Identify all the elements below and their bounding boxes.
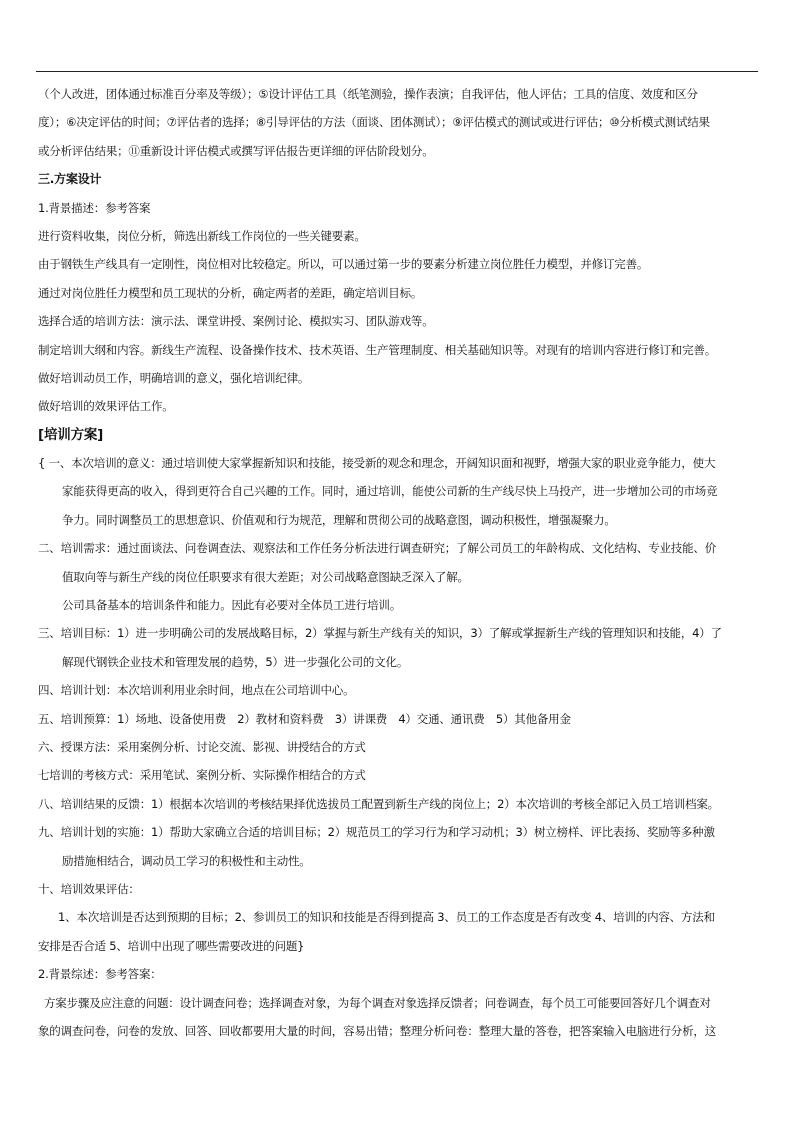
text-line: 做好培训动员工作，明确培训的意义，强化培训纪律。	[38, 371, 310, 386]
subsection-heading: 2.背景综述：参考答案：	[38, 967, 162, 982]
text-line: 通过对岗位胜任力模型和员工现状的分析，确定两者的差距，确定培训目标。	[38, 285, 423, 300]
plan-heading: [培训方案]	[38, 426, 104, 443]
text-line: 1、本次培训是否达到预期的目标；2、参训员工的知识和技能是否得到提高 3、员工的工作态度是否有改变 4、培训的内容、方法和	[58, 910, 715, 925]
text-line: 九、培训计划的实施：1）帮助大家确立合适的培训目标；2）规范员工的学习行为和学习动机；3）树立榜样、评比表扬、奖励等多种激	[38, 825, 715, 840]
text-line: 值取向等与新生产线的岗位任职要求有很大差距；对公司战略意图缺乏深入了解。	[62, 569, 469, 584]
text-line: 三、培训目标：1）进一步明确公司的发展战略目标，2）掌握与新生产线有关的知识，3）了解或掌握新生产线的管理知识和技能，4）了	[38, 626, 722, 641]
section-heading: 三.方案设计	[38, 172, 102, 187]
text-line: { 一、本次培训的意义：通过培训使大家掌握新知识和技能，接受新的观念和理念，开阔知识面和视野，增强大家的职业竞争能力，使大	[38, 455, 716, 470]
text-line: 励措施相结合，调动员工学习的积极性和主动性。	[62, 853, 311, 868]
text-line: 安排是否合适 5、培训中出现了哪些需要改进的问题}	[38, 938, 305, 953]
text-line: 方案步骤及应注意的问题：设计调查问卷；选择调查对象，为每个调查对象选择反馈者；问卷调查，每个员工可能要回答好几个调查对	[44, 995, 711, 1010]
text-line: 制定培训大纲和内容。新线生产流程、设备操作技术、技术英语、生产管理制度、相关基础知识等。对现有的培训内容进行修订和完善。	[38, 342, 716, 357]
text-line: 家能获得更高的收入，得到更符合自己兴趣的工作。同时，通过培训，能使公司新的生产线尽快上马投产，进一步增加公司的市场竞	[62, 484, 718, 499]
text-line: 七培训的考核方式：采用笔试、案例分析、实际操作相结合的方式	[38, 768, 366, 783]
text-line: 四、培训计划：本次培训利用业余时间，地点在公司培训中心。	[38, 683, 355, 698]
text-line: 象的调查问卷，问卷的发放、回答、回收都要用大量的时间，容易出错；整理分析问卷：整理大量的答卷，把答案输入电脑进行分析，这	[38, 1024, 716, 1038]
text-line: 争力。同时调整员工的思想意识、价值观和行为规范，理解和贯彻公司的战略意图，调动积极性，增强凝聚力。	[62, 512, 616, 527]
header-rule	[36, 71, 758, 72]
text-line: 做好培训的效果评估工作。	[38, 399, 174, 414]
text-line: 二、培训需求：通过面谈法、问卷调查法、观察法和工作任务分析法进行调查研究；了解公司员工的年龄构成、文化结构、专业技能、价	[38, 541, 716, 556]
text-line: 公司具备基本的培训条件和能力。因此有必要对全体员工进行培训。	[62, 597, 401, 612]
text-line: 八、培训结果的反馈：1）根据本次培训的考核结果择优选拔员工配置到新生产线的岗位上；2）本次培训的考核全部记入员工培训档案。	[38, 796, 719, 811]
text-line: 进行资料收集，岗位分析，筛选出新线工作岗位的一些关键要素。	[38, 229, 366, 244]
text-line: 解现代钢铁企业技术和管理发展的趋势，5）进一步强化公司的文化。	[62, 654, 409, 669]
text-line: 度）；⑥决定评估的时间；⑦评估者的选择；⑧引导评估的方法（面谈、团体测试）；⑨评估模式的测试或进行评估；⑩分析模式测试结果	[38, 115, 710, 130]
text-line: 十、培训效果评估：	[38, 881, 140, 896]
document-body	[38, 80, 758, 1045]
text-line: （个人改进，团体通过标准百分率及等级）；⑤设计评估工具（纸笔测验，操作表演；自我评估，他人评估；工具的信度、效度和区分	[38, 87, 698, 101]
subsection-heading: 1.背景描述：参考答案	[38, 200, 151, 215]
text-line: 由于钢铁生产线具有一定刚性，岗位相对比较稳定。所以，可以通过第一步的要素分析建立岗位胜任力模型，并修订完善。	[38, 257, 649, 272]
text-line: 选择合适的培训方法：演示法、课堂讲授、案例讨论、模拟实习、团队游戏等。	[38, 314, 434, 329]
text-line: 或分析评估结果；⑪重新设计评估模式或撰写评估报告更详细的评估阶段划分。	[38, 143, 434, 158]
text-line: 五、培训预算：1）场地、设备使用费 2）教材和资料费 3）讲课费 4）交通、通讯费 5）其他备用金	[38, 711, 571, 726]
text-line: 六、授课方法：采用案例分析、讨论交流、影视、讲授结合的方式	[38, 739, 366, 754]
